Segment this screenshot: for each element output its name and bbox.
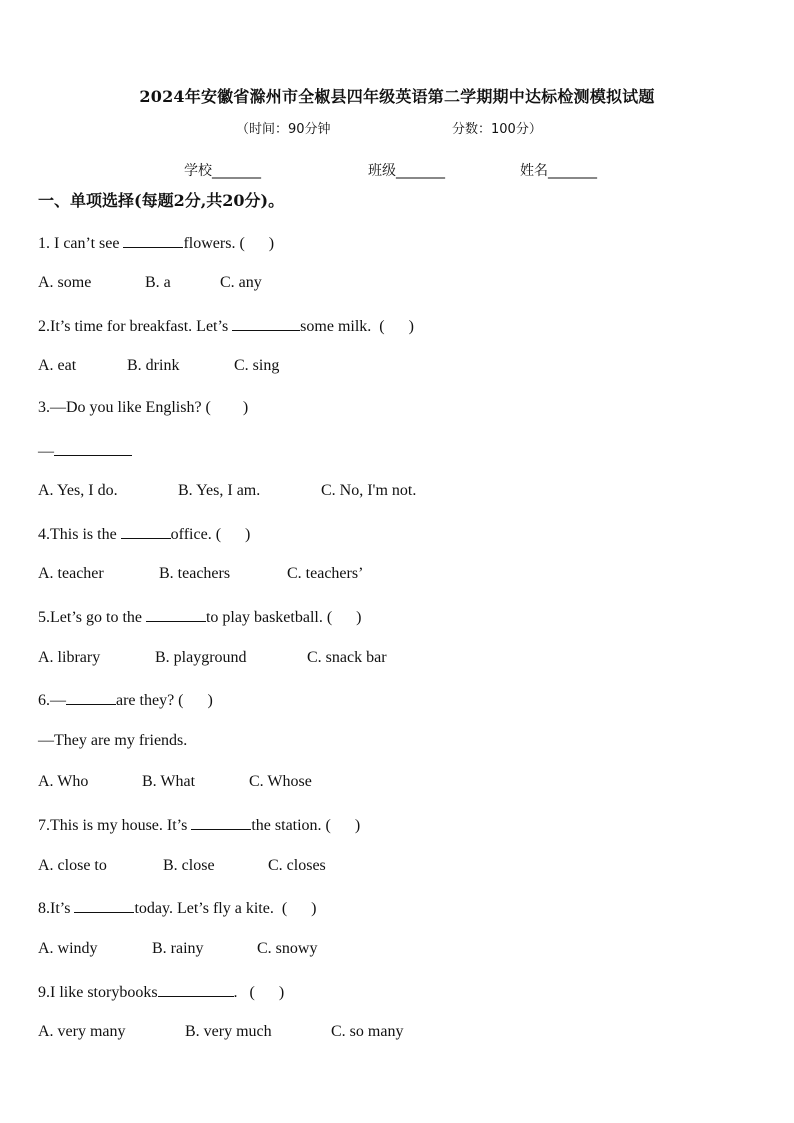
question-9 <box>38 982 284 1002</box>
class-field: 班级_______ <box>368 163 445 179</box>
question-3 <box>38 399 248 417</box>
answer-blank <box>121 524 171 539</box>
option-b: B. close <box>163 857 215 874</box>
option-b: B. Yes, I am. <box>178 482 261 499</box>
answer-blank <box>146 607 206 622</box>
question-text: some milk. ( ) <box>300 318 414 335</box>
name-field: 姓名_______ <box>520 163 597 179</box>
question-text: the station. ( ) <box>251 817 361 834</box>
exam-score: 分数：100分） <box>452 122 542 137</box>
question-text: to play basketball. ( ) <box>205 609 362 626</box>
question-text: today. Let’s fly a kite. ( ) <box>134 900 317 917</box>
section-title: 一、单项选择(每题2分,共20分)。 <box>38 191 285 210</box>
question-text: are they? ( ) <box>116 692 213 709</box>
answer-blank <box>66 690 116 705</box>
option-a: A. Yes, I do. <box>38 482 118 499</box>
option-c: C. Whose <box>249 773 312 790</box>
question-text: office. ( ) <box>170 526 251 543</box>
dash: — <box>38 443 54 460</box>
answer-line: —They are my friends. <box>38 732 188 749</box>
option-b: B. drink <box>127 357 180 374</box>
option-c: C. sing <box>234 357 280 374</box>
option-a: A. windy <box>38 940 98 957</box>
question-text: 9.I like storybooks <box>38 984 158 1001</box>
answer-line <box>38 441 132 461</box>
question-text: 6.— <box>38 692 66 709</box>
question-6 <box>38 690 213 710</box>
option-b: B. teachers <box>159 565 231 582</box>
answer-blank <box>158 982 234 997</box>
option-c: C. closes <box>268 857 326 874</box>
question-7 <box>38 815 360 835</box>
question-text: flowers. ( ) <box>183 235 275 252</box>
question-2 <box>38 316 414 336</box>
option-b: B. rainy <box>152 940 204 957</box>
question-1 <box>38 233 274 253</box>
option-a: A. close to <box>38 857 107 874</box>
question-4 <box>38 524 250 544</box>
question-text: 2.It’s time for breakfast. Let’s <box>38 318 233 335</box>
exam-title: 2024年安徽省滁州市全椒县四年级英语第二学期期中达标检测模拟试题 <box>139 87 655 106</box>
question-text: . ( ) <box>233 984 285 1001</box>
option-a: A. Who <box>38 773 89 790</box>
option-a: A. library <box>38 649 101 666</box>
option-b: B. What <box>142 773 196 790</box>
exam-time: （时间：90分钟 <box>236 122 331 137</box>
option-a: A. eat <box>38 357 77 374</box>
question-5 <box>38 607 362 627</box>
question-text: 7.This is my house. It’s <box>38 817 192 834</box>
option-a: A. teacher <box>38 565 104 582</box>
question-text: 8.It’s <box>38 900 75 917</box>
answer-blank <box>123 233 183 248</box>
option-a: A. very many <box>38 1023 126 1040</box>
question-text: 5.Let’s go to the <box>38 609 146 626</box>
question-text: 1. I can’t see <box>38 235 124 252</box>
answer-blank <box>191 815 251 830</box>
option-b: B. very much <box>185 1023 272 1040</box>
option-c: C. snack bar <box>307 649 387 666</box>
option-c: C. snowy <box>257 940 318 957</box>
option-b: B. a <box>145 274 171 291</box>
option-c: C. any <box>220 274 262 291</box>
school-field: 学校_______ <box>184 163 261 179</box>
question-8 <box>38 898 316 918</box>
option-c: C. so many <box>331 1023 404 1040</box>
option-a: A. some <box>38 274 92 291</box>
answer-blank <box>54 441 132 456</box>
option-b: B. playground <box>155 649 247 666</box>
option-c: C. No, I'm not. <box>321 482 417 499</box>
question-text: 4.This is the <box>38 526 121 543</box>
option-c: C. teachers’ <box>287 565 364 582</box>
answer-blank <box>232 316 300 331</box>
answer-blank <box>74 898 134 913</box>
question-text: 3.—Do you like English? ( ) <box>38 399 249 416</box>
